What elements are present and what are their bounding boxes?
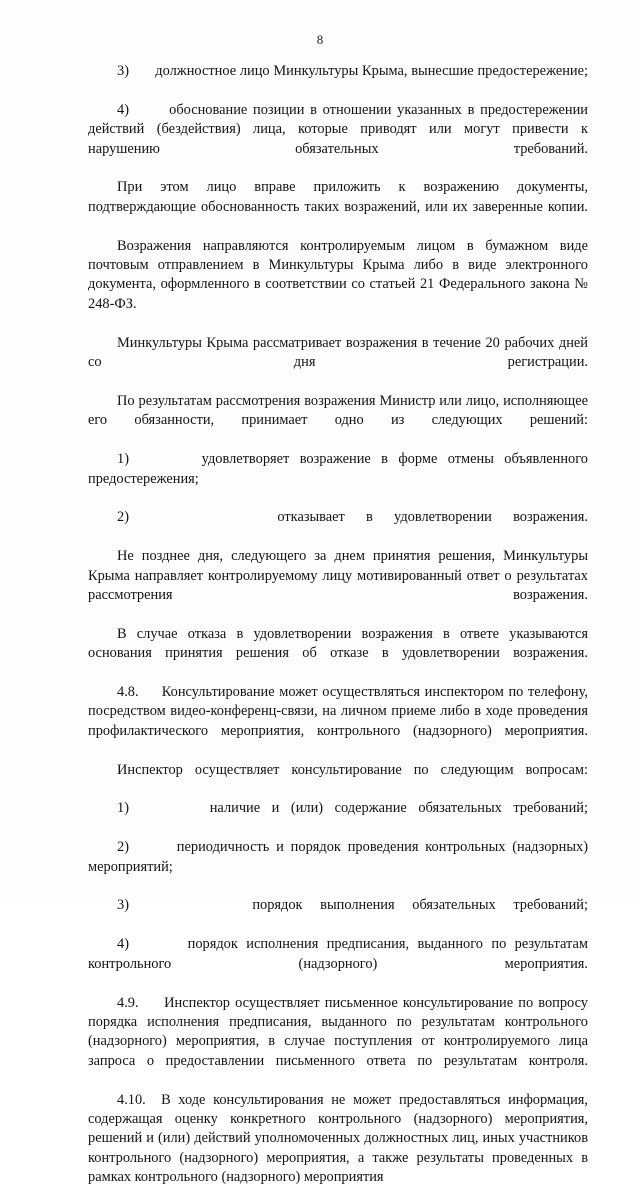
paragraph: 3) должностное лицо Минкультуры Крыма, вынесшие предостережение;	[117, 63, 588, 79]
paragraph: 2) отказывает в удовлетворении возражения.	[117, 509, 588, 526]
document-body	[88, 62, 588, 1188]
page-number: 8	[316, 32, 324, 47]
paragraph: 2) периодичность и порядок проведения контрольных (надзорных) мероприятий;	[88, 839, 588, 875]
paragraph: В случае отказа в удовлетворении возражения в ответе указываются основания принятия решения об отказе в удовлетворении возражения.	[88, 625, 588, 662]
paragraph: При этом лицо вправе приложить к возражению документы, подтверждающие обоснованность таких возражений, или их заверенные копии.	[88, 179, 588, 215]
paragraph: 1) наличие и (или) содержание обязательных требований;	[117, 800, 588, 817]
paragraph: 4) порядок исполнения предписания, выданного по результатам контрольного (надзорного) мероприятия.	[88, 936, 588, 972]
paragraph: Инспектор осуществляет консультирование по следующим вопросам:	[117, 761, 588, 778]
paragraph: 4) обоснование позиции в отношении указанных в предостережении действий (бездействия) лица, которые приводят или могут привести к нарушению обязательных требований.	[88, 101, 588, 157]
paragraph: Возражения направляются контролируемым лицом в бумажном виде почтовым отправлением в Минкультуры Крыма либо в виде электронного документа, оформленного в соответствии со статьей 21 Федерального закона № 248-ФЗ.	[88, 237, 588, 312]
paragraph: Не позднее дня, следующего за днем принятия решения, Минкультуры Крыма направляет контролируемому лицу мотивированный ответ о результатах рассмотрения возражения.	[88, 548, 588, 603]
paragraph: 4.9. Инспектор осуществляет письменное консультирование по вопросу порядка исполнения предписания, выданного по результатам контрольного (надзорного) мероприятия, в случае поступления от контролируемого лица запроса о предоставлении письменного ответа по результатам контроля.	[88, 994, 588, 1069]
paragraph: Минкультуры Крыма рассматривает возражения в течение 20 рабочих дней со дня регистрации.	[88, 334, 588, 371]
paragraph: 4.8. Консультирование может осуществляться инспектором по телефону, посредством видео-конференц-связи, на личном приеме либо в ходе проведения профилактического мероприятия, контрольного (надзорного) мероприятия.	[88, 684, 588, 739]
paragraph: 3) порядок выполнения обязательных требований;	[117, 897, 588, 914]
paragraph: 4.10. В ходе консультирования не может предоставляться информация, содержащая оценку конкретного контрольного (надзорного) мероприятия, решений и (или) действий уполномоченных должностных лиц, иных участников контрольного (надзорного) мероприятия, а также результаты проведенных в рамках контрольного (надзорного) мероприятия	[88, 1091, 588, 1186]
paragraph: 1) удовлетворяет возражение в форме отмены объявленного предостережения;	[88, 451, 588, 487]
paragraph: По результатам рассмотрения возражения Министр или лицо, исполняющее его обязанности, принимает одно из следующих решений:	[88, 392, 588, 429]
